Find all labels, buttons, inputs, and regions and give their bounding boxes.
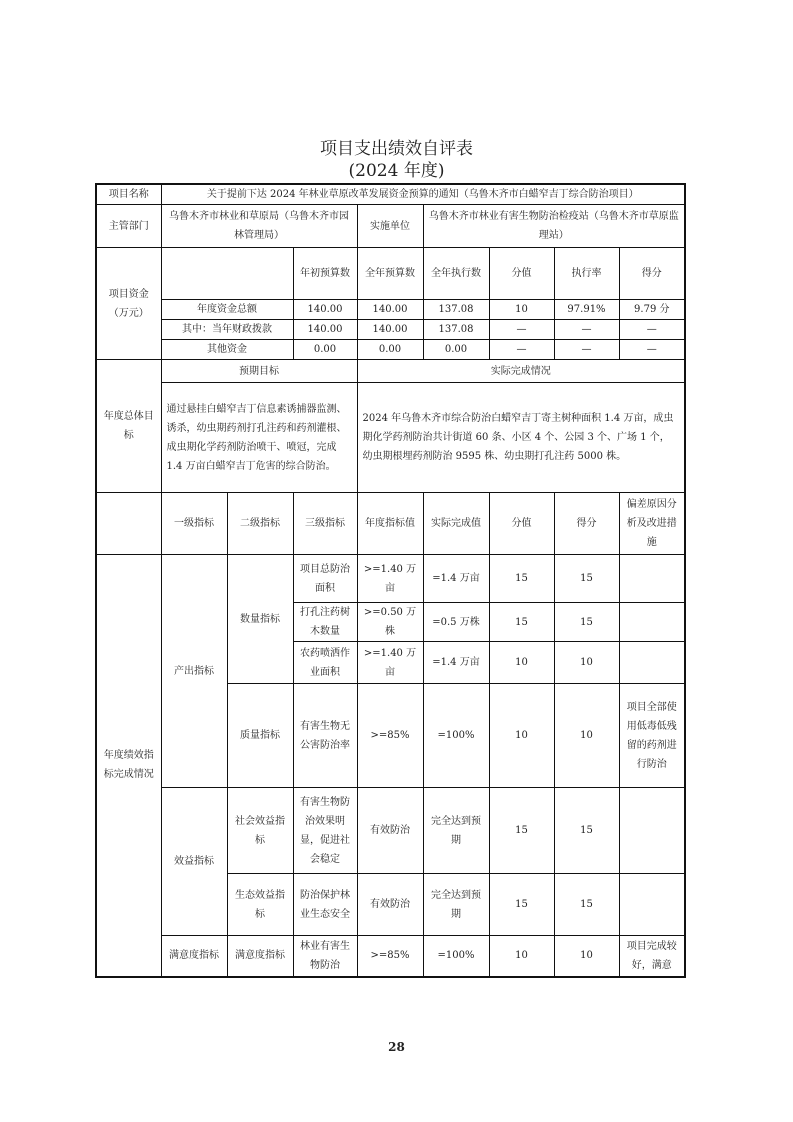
score-cell: 10: [554, 642, 619, 684]
funds-row: [96, 320, 685, 340]
level3-cell: 防治保护林业生态安全: [293, 874, 357, 936]
actual-cell: =100%: [423, 936, 489, 977]
goals-expected-text: 通过悬挂白蜡窄吉丁信息素诱捕器监测、诱杀，幼虫期药剂打孔注药和药剂灌根、成虫期化学药剂防治喷干、喷冠，完成 1.4 万亩白蜡窄吉丁危害的综合防治。: [161, 383, 357, 493]
funds-executed: 137.08: [423, 300, 489, 320]
level1-output: 产出指标: [161, 555, 227, 788]
level1-satisfaction: 满意度指标: [161, 936, 227, 977]
level3-cell: 林业有害生物防治: [293, 936, 357, 977]
funds-header-cell: 全年预算数: [357, 248, 423, 300]
note-cell: [619, 603, 685, 642]
target-cell: >=85%: [357, 936, 423, 977]
score-cell: 10: [554, 936, 619, 977]
row-goals-content: [96, 383, 685, 493]
page-subtitle: (2024 年度): [348, 161, 445, 181]
funds-row-name: 其他资金: [161, 340, 293, 360]
funds-label: 项目资金（万元）: [96, 248, 161, 360]
actual-cell: =1.4 万亩: [423, 555, 489, 603]
goals-label: 年度总体目标: [96, 360, 161, 493]
value-cell: 10: [489, 684, 554, 788]
funds-rate: 97.91%: [554, 300, 619, 320]
impl-label: 实施单位: [357, 205, 423, 248]
indicator-header-cell: 得分: [554, 493, 619, 555]
level2-quantity: 数量指标: [227, 555, 293, 684]
level3-cell: 有害生物无公害防治率: [293, 684, 357, 788]
funds-annual: 140.00: [357, 320, 423, 340]
goals-actual-header: 实际完成情况: [357, 360, 685, 383]
funds-initial: 140.00: [293, 300, 357, 320]
project-name-value: 关于提前下达 2024 年林业草原改革发展资金预算的通知（乌鲁木齐市白蜡窄吉丁综合防治项目）: [161, 184, 685, 205]
page-title: 项目支出绩效自评表: [320, 139, 473, 159]
note-cell: 项目完成较好，满意: [619, 936, 685, 977]
row-funds-header: [96, 248, 685, 300]
actual-cell: =1.4 万亩: [423, 642, 489, 684]
indicator-row: [96, 936, 685, 977]
funds-rate: —: [554, 340, 619, 360]
funds-row: [96, 300, 685, 320]
funds-score-value: —: [489, 320, 554, 340]
level3-cell: 农药喷洒作业面积: [293, 642, 357, 684]
indicator-header-cell: 三级指标: [293, 493, 357, 555]
note-cell: [619, 874, 685, 936]
level1-benefit: 效益指标: [161, 788, 227, 936]
value-cell: 15: [489, 788, 554, 874]
value-cell: 15: [489, 603, 554, 642]
target-cell: 有效防治: [357, 788, 423, 874]
funds-header-cell: 年初预算数: [293, 248, 357, 300]
row-indicators-header: [96, 493, 685, 555]
funds-executed: 137.08: [423, 320, 489, 340]
indicator-header-cell: 年度指标值: [357, 493, 423, 555]
funds-header-cell: 得分: [619, 248, 685, 300]
funds-rate: —: [554, 320, 619, 340]
target-cell: >=1.40 万亩: [357, 555, 423, 603]
funds-row-name: 年度资金总额: [161, 300, 293, 320]
project-name-label: 项目名称: [96, 184, 161, 205]
funds-score: 9.79 分: [619, 300, 685, 320]
level2-satisfaction: 满意度指标: [227, 936, 293, 977]
row-project-name: [96, 184, 685, 205]
dept-value: 乌鲁木齐市林业和草原局（乌鲁木齐市园林管理局）: [161, 205, 357, 248]
note-cell: [619, 788, 685, 874]
value-cell: 10: [489, 642, 554, 684]
funds-row: [96, 340, 685, 360]
target-cell: 有效防治: [357, 874, 423, 936]
value-cell: 10: [489, 936, 554, 977]
score-cell: 15: [554, 603, 619, 642]
indicators-blank-header: [96, 493, 161, 555]
funds-header-cell: 执行率: [554, 248, 619, 300]
target-cell: >=0.50 万株: [357, 603, 423, 642]
level2-eco: 生态效益指标: [227, 874, 293, 936]
note-cell: 项目全部使用低毒低残留的药剂进行防治: [619, 684, 685, 788]
target-cell: >=85%: [357, 684, 423, 788]
indicator-header-cell: 实际完成值: [423, 493, 489, 555]
self-evaluation-table: [95, 183, 686, 978]
goals-actual-text: 2024 年乌鲁木齐市综合防治白蜡窄吉丁寄主树种面积 1.4 万亩，成虫期化学药剂防治共计街道 60 条、小区 4 个、公园 3 个、广场 1 个，幼虫期根埋药剂防治 9595 株、幼虫期打孔注药 5000 株。: [357, 383, 685, 493]
score-cell: 15: [554, 788, 619, 874]
indicator-header-cell: 二级指标: [227, 493, 293, 555]
funds-row-name: 其中：当年财政拨款: [161, 320, 293, 340]
score-cell: 10: [554, 684, 619, 788]
note-cell: [619, 555, 685, 603]
funds-header-cell: 全年执行数: [423, 248, 489, 300]
funds-score-value: —: [489, 340, 554, 360]
value-cell: 15: [489, 874, 554, 936]
actual-cell: =100%: [423, 684, 489, 788]
actual-cell: 完全达到预期: [423, 874, 489, 936]
funds-score: —: [619, 340, 685, 360]
score-cell: 15: [554, 555, 619, 603]
actual-cell: =0.5 万株: [423, 603, 489, 642]
indicator-row: [96, 788, 685, 874]
indicator-header-cell: 偏差原因分析及改进措施: [619, 493, 685, 555]
indicators-label: 年度绩效指标完成情况: [96, 555, 161, 977]
funds-executed: 0.00: [423, 340, 489, 360]
score-cell: 15: [554, 874, 619, 936]
funds-score: —: [619, 320, 685, 340]
note-cell: [619, 642, 685, 684]
row-department: [96, 205, 685, 248]
level3-cell: 有害生物防治效果明显，促进社会稳定: [293, 788, 357, 874]
value-cell: 15: [489, 555, 554, 603]
funds-header-cell: 分值: [489, 248, 554, 300]
level2-quality: 质量指标: [227, 684, 293, 788]
funds-annual: 0.00: [357, 340, 423, 360]
funds-initial: 0.00: [293, 340, 357, 360]
goals-expected-header: 预期目标: [161, 360, 357, 383]
funds-annual: 140.00: [357, 300, 423, 320]
level3-cell: 项目总防治面积: [293, 555, 357, 603]
funds-blank-header: [161, 248, 293, 300]
page-number: 28: [388, 1040, 405, 1054]
funds-initial: 140.00: [293, 320, 357, 340]
target-cell: >=1.40 万亩: [357, 642, 423, 684]
impl-value: 乌鲁木齐市林业有害生物防治检疫站（乌鲁木齐市草原监理站）: [423, 205, 685, 248]
indicator-row: [96, 555, 685, 603]
level3-cell: 打孔注药树木数量: [293, 603, 357, 642]
indicator-header-cell: 分值: [489, 493, 554, 555]
actual-cell: 完全达到预期: [423, 788, 489, 874]
funds-score-value: 10: [489, 300, 554, 320]
dept-label: 主管部门: [96, 205, 161, 248]
level2-social: 社会效益指标: [227, 788, 293, 874]
indicator-header-cell: 一级指标: [161, 493, 227, 555]
row-goals-header: [96, 360, 685, 383]
